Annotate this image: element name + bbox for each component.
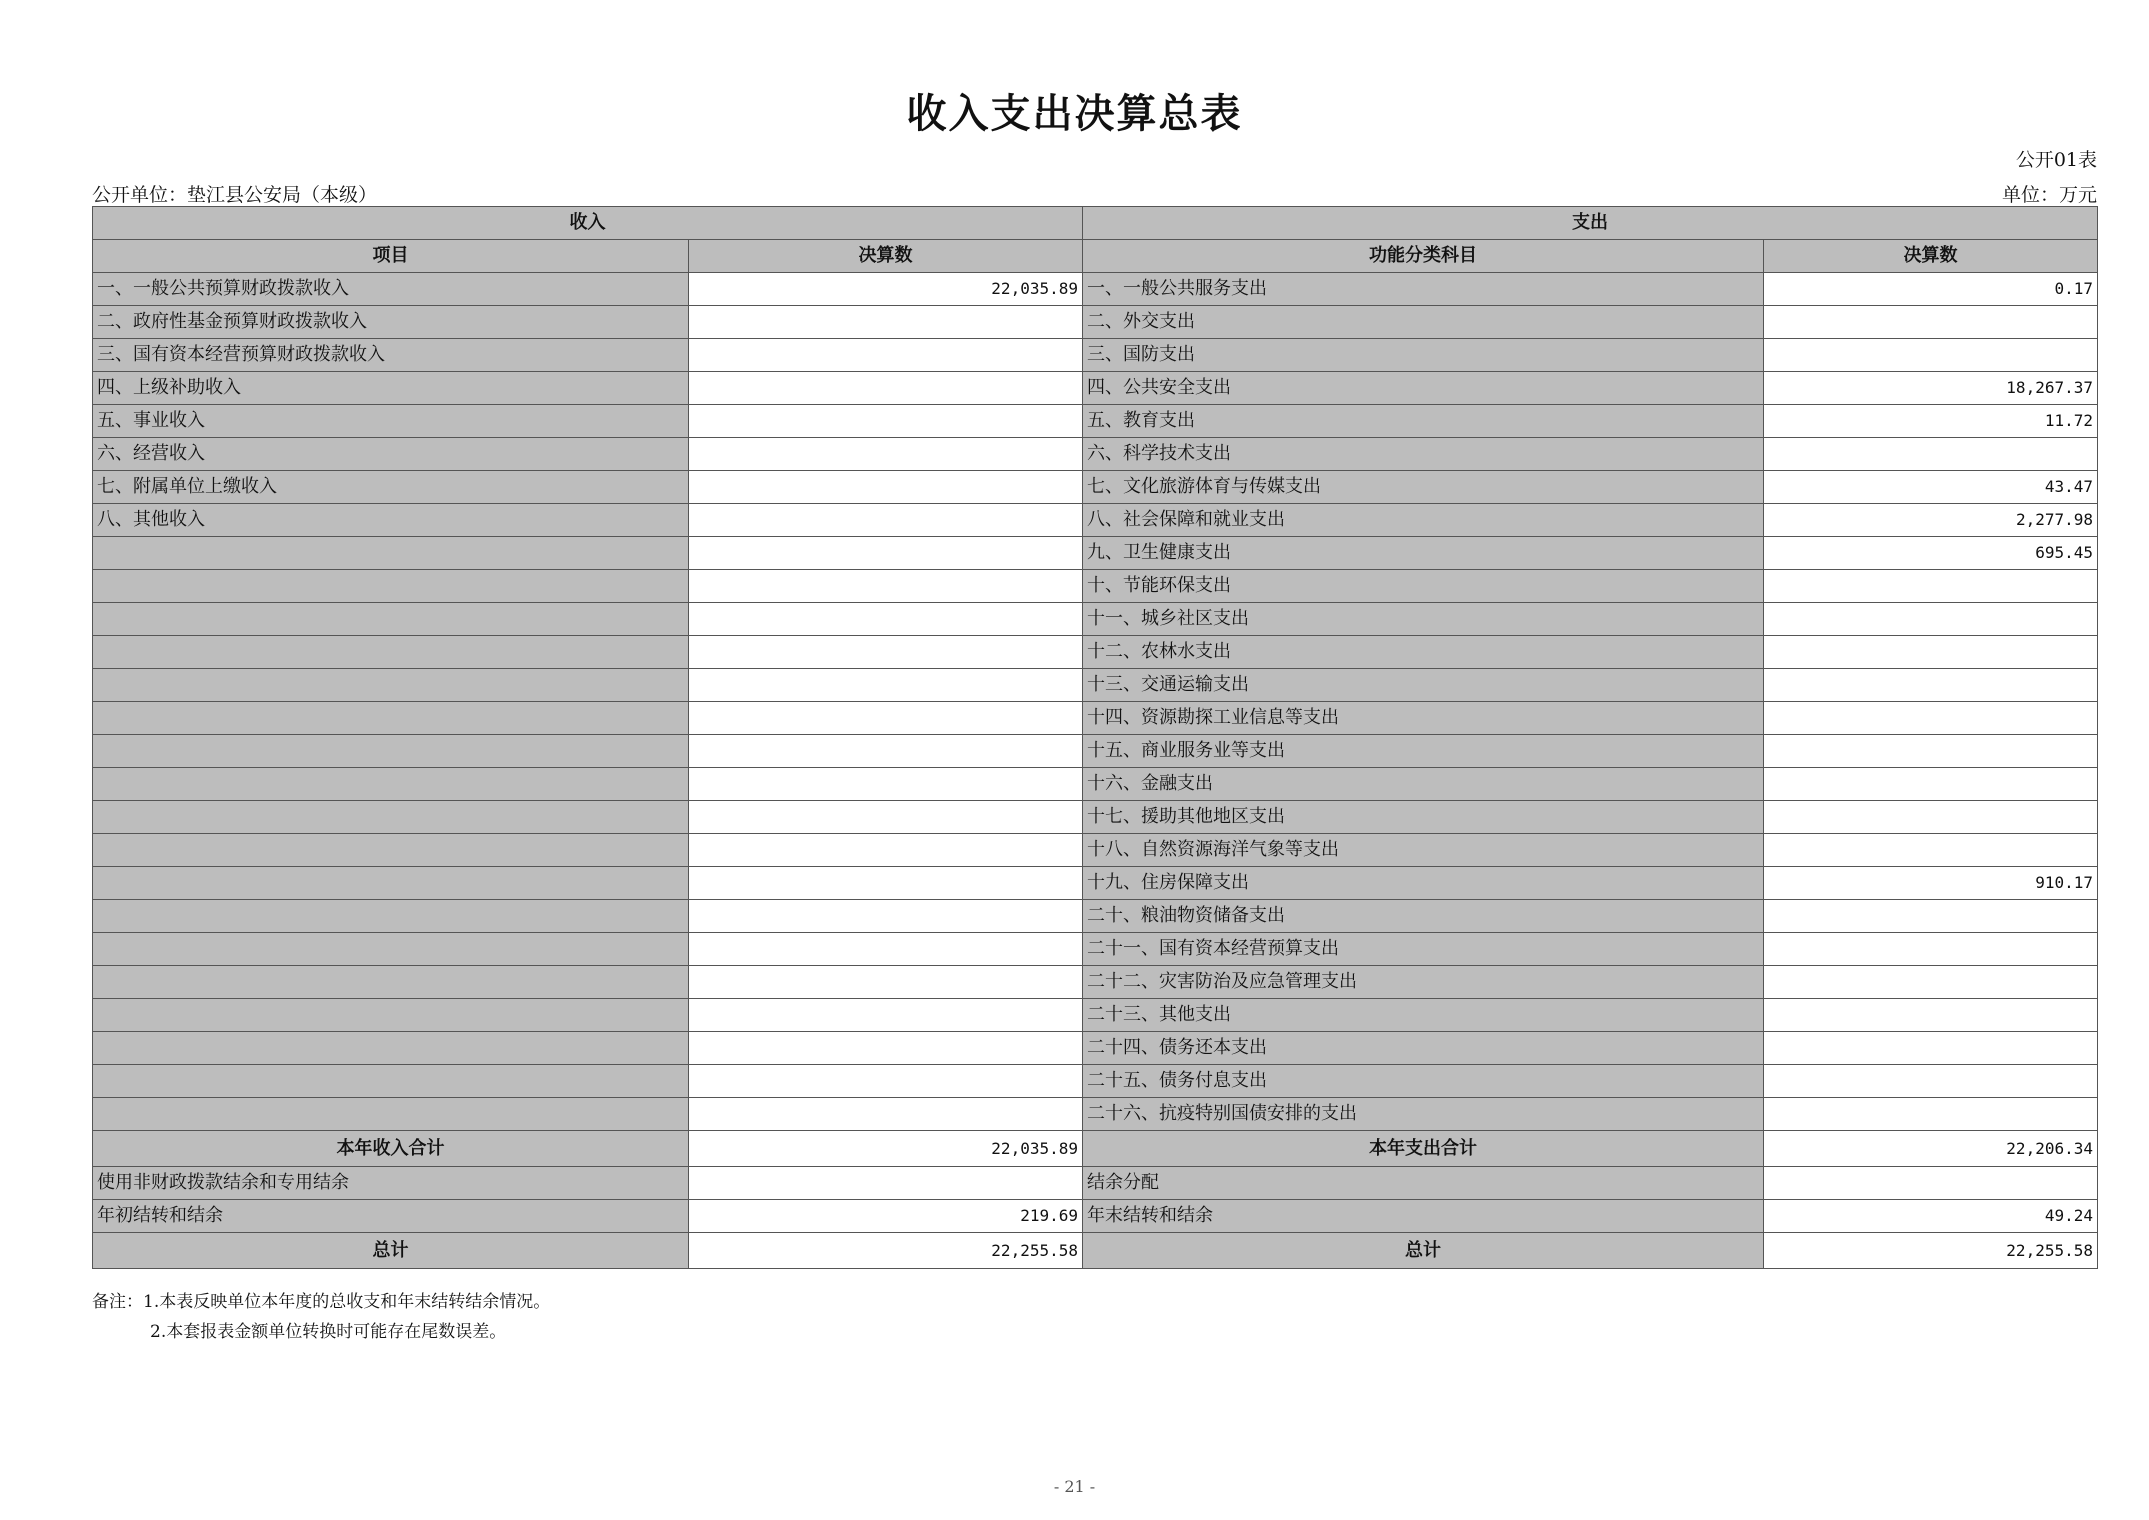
income-item-label bbox=[93, 636, 689, 669]
income-grand-total-value: 22,255.58 bbox=[689, 1233, 1083, 1269]
table-row bbox=[93, 306, 2098, 339]
expense-item-value bbox=[1764, 438, 2098, 471]
income-item-value bbox=[689, 801, 1083, 834]
income-item-value bbox=[689, 702, 1083, 735]
income-item-value: 22,035.89 bbox=[689, 273, 1083, 306]
expense-amount-column-header: 决算数 bbox=[1764, 240, 2098, 273]
income-item-label: 三、国有资本经营预算财政拨款收入 bbox=[93, 339, 689, 372]
income-item-value bbox=[689, 867, 1083, 900]
expense-item-label: 二十四、债务还本支出 bbox=[1083, 1032, 1764, 1065]
expense-item-value: 2,277.98 bbox=[1764, 504, 2098, 537]
grand-total-row bbox=[93, 1233, 2098, 1269]
page-number: - 21 - bbox=[1053, 1477, 1096, 1496]
table-row bbox=[93, 471, 2098, 504]
expense-item-value bbox=[1764, 999, 2098, 1032]
income-item-label: 八、其他收入 bbox=[93, 504, 689, 537]
item-column-header: 项目 bbox=[93, 240, 689, 273]
income-item-label: 七、附属单位上缴收入 bbox=[93, 471, 689, 504]
expense-item-value bbox=[1764, 735, 2098, 768]
income-item-label: 四、上级补助收入 bbox=[93, 372, 689, 405]
expense-item-value bbox=[1764, 768, 2098, 801]
function-item-column-header: 功能分类科目 bbox=[1083, 240, 1764, 273]
expense-allocation-value bbox=[1764, 1167, 2098, 1200]
expense-item-label: 十一、城乡社区支出 bbox=[1083, 603, 1764, 636]
table-row bbox=[93, 405, 2098, 438]
expense-item-label: 十三、交通运输支出 bbox=[1083, 669, 1764, 702]
table-row bbox=[93, 438, 2098, 471]
expense-item-value: 910.17 bbox=[1764, 867, 2098, 900]
page-title: 收入支出决算总表 bbox=[906, 91, 1243, 137]
expense-item-label: 一、一般公共服务支出 bbox=[1083, 273, 1764, 306]
income-item-value bbox=[689, 768, 1083, 801]
income-year-total-value: 22,035.89 bbox=[689, 1131, 1083, 1167]
income-item-value bbox=[689, 999, 1083, 1032]
income-item-label bbox=[93, 999, 689, 1032]
income-item-label bbox=[93, 801, 689, 834]
expense-item-label: 五、教育支出 bbox=[1083, 405, 1764, 438]
expense-item-value bbox=[1764, 1032, 2098, 1065]
expense-item-label: 十四、资源勘探工业信息等支出 bbox=[1083, 702, 1764, 735]
income-item-label: 六、经营收入 bbox=[93, 438, 689, 471]
income-item-value bbox=[689, 405, 1083, 438]
income-item-label bbox=[93, 900, 689, 933]
income-item-value bbox=[689, 735, 1083, 768]
income-item-label bbox=[93, 1065, 689, 1098]
income-item-label bbox=[93, 1098, 689, 1131]
expense-item-value bbox=[1764, 900, 2098, 933]
income-item-label: 五、事业收入 bbox=[93, 405, 689, 438]
expense-item-label: 二、外交支出 bbox=[1083, 306, 1764, 339]
year-total-row bbox=[93, 1131, 2098, 1167]
currency-unit: 单位：万元 bbox=[2001, 184, 2097, 206]
income-item-label: 二、政府性基金预算财政拨款收入 bbox=[93, 306, 689, 339]
table-row bbox=[93, 900, 2098, 933]
expense-item-value: 18,267.37 bbox=[1764, 372, 2098, 405]
income-year-total-label: 本年收入合计 bbox=[93, 1131, 689, 1167]
expense-item-value bbox=[1764, 966, 2098, 999]
table-row bbox=[93, 768, 2098, 801]
expense-item-value: 695.45 bbox=[1764, 537, 2098, 570]
table-row bbox=[93, 669, 2098, 702]
income-item-label bbox=[93, 570, 689, 603]
income-nonfiscal-label: 使用非财政拨款结余和专用结余 bbox=[93, 1167, 689, 1200]
income-item-value bbox=[689, 966, 1083, 999]
income-item-value bbox=[689, 306, 1083, 339]
notes bbox=[92, 1287, 550, 1347]
table-row bbox=[93, 933, 2098, 966]
expense-item-label: 二十五、债务付息支出 bbox=[1083, 1065, 1764, 1098]
expense-item-value bbox=[1764, 570, 2098, 603]
expense-item-value: 11.72 bbox=[1764, 405, 2098, 438]
balance-use-row bbox=[93, 1167, 2098, 1200]
income-item-value bbox=[689, 636, 1083, 669]
income-item-value bbox=[689, 834, 1083, 867]
income-item-label bbox=[93, 669, 689, 702]
table-row bbox=[93, 1065, 2098, 1098]
income-item-value bbox=[689, 372, 1083, 405]
form-number: 公开01表 bbox=[2015, 149, 2097, 171]
income-item-value bbox=[689, 339, 1083, 372]
table-row bbox=[93, 372, 2098, 405]
expense-ending-balance-value: 49.24 bbox=[1764, 1200, 2098, 1233]
expense-header: 支出 bbox=[1083, 207, 2098, 240]
table-row bbox=[93, 603, 2098, 636]
income-item-value bbox=[689, 1098, 1083, 1131]
income-beginning-balance-label: 年初结转和结余 bbox=[93, 1200, 689, 1233]
note-line-2: 2.本套报表金额单位转换时可能存在尾数误差。 bbox=[150, 1322, 507, 1342]
expense-item-value bbox=[1764, 636, 2098, 669]
income-item-value bbox=[689, 438, 1083, 471]
expense-allocation-label: 结余分配 bbox=[1083, 1167, 1764, 1200]
table-row bbox=[93, 735, 2098, 768]
expense-year-total-value: 22,206.34 bbox=[1764, 1131, 2098, 1167]
expense-ending-balance-label: 年末结转和结余 bbox=[1083, 1200, 1764, 1233]
table-row bbox=[93, 999, 2098, 1032]
income-nonfiscal-value bbox=[689, 1167, 1083, 1200]
income-item-label: 一、一般公共预算财政拨款收入 bbox=[93, 273, 689, 306]
expense-item-label: 九、卫生健康支出 bbox=[1083, 537, 1764, 570]
expense-item-label: 七、文化旅游体育与传媒支出 bbox=[1083, 471, 1764, 504]
expense-item-label: 二十、粮油物资储备支出 bbox=[1083, 900, 1764, 933]
table-row bbox=[93, 636, 2098, 669]
expense-item-label: 十五、商业服务业等支出 bbox=[1083, 735, 1764, 768]
table-row bbox=[93, 966, 2098, 999]
table-row bbox=[93, 273, 2098, 306]
expense-item-label: 十七、援助其他地区支出 bbox=[1083, 801, 1764, 834]
income-item-label bbox=[93, 702, 689, 735]
expense-item-value bbox=[1764, 669, 2098, 702]
income-item-label bbox=[93, 933, 689, 966]
carryover-row bbox=[93, 1200, 2098, 1233]
expense-item-value bbox=[1764, 933, 2098, 966]
reporting-unit: 公开单位：垫江县公安局（本级） bbox=[92, 184, 378, 206]
income-item-label bbox=[93, 603, 689, 636]
income-item-value bbox=[689, 1032, 1083, 1065]
income-item-value bbox=[689, 471, 1083, 504]
table-row bbox=[93, 570, 2098, 603]
table-row bbox=[93, 801, 2098, 834]
table-row bbox=[93, 867, 2098, 900]
expense-item-label: 十八、自然资源海洋气象等支出 bbox=[1083, 834, 1764, 867]
expense-item-value bbox=[1764, 1065, 2098, 1098]
expense-item-label: 四、公共安全支出 bbox=[1083, 372, 1764, 405]
table-row bbox=[93, 1098, 2098, 1131]
income-item-label bbox=[93, 735, 689, 768]
income-item-value bbox=[689, 1065, 1083, 1098]
income-expense-table bbox=[92, 206, 2098, 1269]
expense-item-value bbox=[1764, 339, 2098, 372]
income-item-label bbox=[93, 966, 689, 999]
income-amount-column-header: 决算数 bbox=[689, 240, 1083, 273]
table-row bbox=[93, 702, 2098, 735]
income-beginning-balance-value: 219.69 bbox=[689, 1200, 1083, 1233]
expense-item-label: 八、社会保障和就业支出 bbox=[1083, 504, 1764, 537]
expense-item-label: 十、节能环保支出 bbox=[1083, 570, 1764, 603]
expense-item-label: 三、国防支出 bbox=[1083, 339, 1764, 372]
income-item-value bbox=[689, 933, 1083, 966]
income-item-value bbox=[689, 570, 1083, 603]
income-item-label bbox=[93, 1032, 689, 1065]
expense-item-label: 六、科学技术支出 bbox=[1083, 438, 1764, 471]
expense-item-label: 十六、金融支出 bbox=[1083, 768, 1764, 801]
income-header: 收入 bbox=[93, 207, 1083, 240]
table-row bbox=[93, 1032, 2098, 1065]
expense-item-value bbox=[1764, 603, 2098, 636]
expense-grand-total-label: 总计 bbox=[1083, 1233, 1764, 1269]
expense-item-value: 0.17 bbox=[1764, 273, 2098, 306]
expense-item-value bbox=[1764, 306, 2098, 339]
expense-item-label: 十九、住房保障支出 bbox=[1083, 867, 1764, 900]
table-row bbox=[93, 537, 2098, 570]
note-line-1: 备注：1.本表反映单位本年度的总收支和年末结转结余情况。 bbox=[92, 1292, 551, 1312]
expense-item-label: 二十六、抗疫特别国债安排的支出 bbox=[1083, 1098, 1764, 1131]
expense-item-label: 二十二、灾害防治及应急管理支出 bbox=[1083, 966, 1764, 999]
expense-item-label: 二十三、其他支出 bbox=[1083, 999, 1764, 1032]
income-item-value bbox=[689, 669, 1083, 702]
income-item-label bbox=[93, 768, 689, 801]
expense-year-total-label: 本年支出合计 bbox=[1083, 1131, 1764, 1167]
expense-item-value bbox=[1764, 1098, 2098, 1131]
table-row bbox=[93, 339, 2098, 372]
income-item-label bbox=[93, 834, 689, 867]
income-item-value bbox=[689, 900, 1083, 933]
income-item-value bbox=[689, 504, 1083, 537]
expense-item-value bbox=[1764, 702, 2098, 735]
table-row bbox=[93, 834, 2098, 867]
table-row bbox=[93, 504, 2098, 537]
expense-item-value: 43.47 bbox=[1764, 471, 2098, 504]
income-item-label bbox=[93, 867, 689, 900]
expense-item-label: 十二、农林水支出 bbox=[1083, 636, 1764, 669]
income-grand-total-label: 总计 bbox=[93, 1233, 689, 1269]
income-item-value bbox=[689, 603, 1083, 636]
expense-item-value bbox=[1764, 801, 2098, 834]
expense-item-value bbox=[1764, 834, 2098, 867]
expense-item-label: 二十一、国有资本经营预算支出 bbox=[1083, 933, 1764, 966]
income-item-value bbox=[689, 537, 1083, 570]
income-item-label bbox=[93, 537, 689, 570]
expense-grand-total-value: 22,255.58 bbox=[1764, 1233, 2098, 1269]
